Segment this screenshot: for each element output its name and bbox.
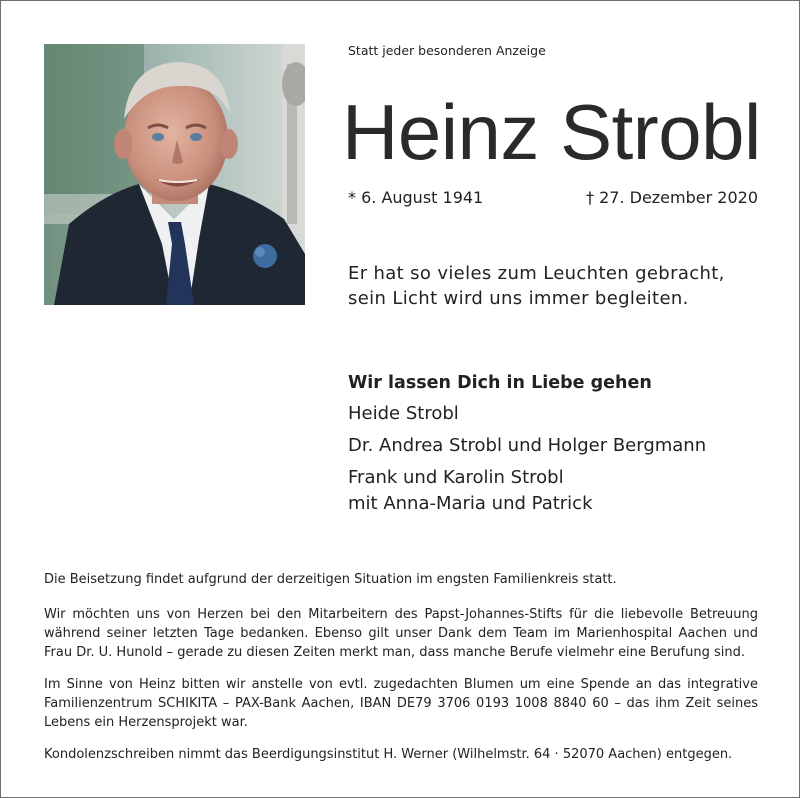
burial-notice: Die Beisetzung findet aufgrund der derzeitigen Situation im engsten Familienkreis statt. <box>44 572 617 587</box>
memorial-quote <box>348 261 760 311</box>
quote-line-1: Er hat so vieles zum Leuchten gebracht, <box>348 263 725 284</box>
portrait-photo <box>44 44 305 305</box>
mourner-3-line-2: mit Anna-Maria und Patrick <box>348 493 593 514</box>
mourner-1: Heide Strobl <box>348 403 459 424</box>
thanks-notice: Wir möchten uns von Herzen bei den Mitarbeitern des Papst-Johannes-Stifts für die liebevolle Betreuung während seiner letzten Tage bedanken. Ebenso gilt unser Dank dem Team im Marienhospital Aachen und Frau Dr. U. Hunold – gerade zu diesen Zeiten merkt man, dass manche Berufe vielmehr eine Berufung sind. <box>44 607 758 660</box>
condolence-notice: Kondolenzschreiben nimmt das Beerdigungsinstitut H. Werner (Wilhelmstr. 64 · 52070 Aachen) entgegen. <box>44 747 733 762</box>
death-date: † 27. Dezember 2020 <box>586 188 758 207</box>
mourner-3-line-1: Frank und Karolin Strobl <box>348 467 564 488</box>
mourner-2: Dr. Andrea Strobl und Holger Bergmann <box>348 435 707 456</box>
quote-line-2: sein Licht wird uns immer begleiten. <box>348 288 689 309</box>
mourners-heading: Wir lassen Dich in Liebe gehen <box>348 373 652 393</box>
deceased-name: Heinz Strobl <box>342 88 761 176</box>
birth-date: * 6. August 1941 <box>348 188 484 207</box>
intro-line: Statt jeder besonderen Anzeige <box>348 43 546 58</box>
donation-notice: Im Sinne von Heinz bitten wir anstelle von evtl. zugedachten Blumen um eine Spende an das integrative Familienzentrum SCHIKITA – PAX-Bank Aachen, IBAN DE79 3706 0193 1008 8840 60 – das ihm Zeit seines Lebens ein Herzensprojekt war. <box>44 677 758 730</box>
